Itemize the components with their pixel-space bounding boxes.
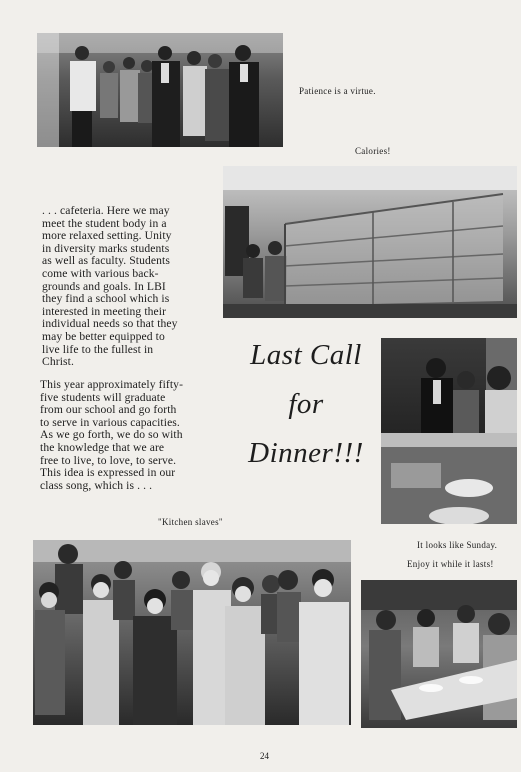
text-line: class song, which is . . . xyxy=(40,478,153,492)
text-line: come with various back- xyxy=(42,266,159,280)
text-line: This year approximately fifty- xyxy=(40,378,184,391)
text-line: . . . cafeteria. Here we may xyxy=(42,204,170,217)
photo-dining-table xyxy=(361,580,517,728)
body-paragraph-2 xyxy=(40,379,183,492)
text-line: interested in meeting their xyxy=(42,304,167,318)
text-line: grounds and goals. In LBI xyxy=(42,279,166,293)
text-line: This idea is expressed in our xyxy=(40,466,176,480)
photo-kitchen-group xyxy=(33,540,351,725)
photo-serving-line xyxy=(381,338,517,524)
text-line: live life to the fullest in xyxy=(42,342,154,356)
text-line: they find a school which is xyxy=(42,292,170,306)
caption-looks-like-sunday: It looks like Sunday. xyxy=(417,540,498,550)
caption-patience: Patience is a virtue. xyxy=(299,86,376,96)
headline-line-3: Dinner!!! xyxy=(248,437,364,469)
text-line: may be better equipped to xyxy=(42,329,165,343)
caption-calories: Calories! xyxy=(355,146,391,156)
headline-line-1: Last Call xyxy=(250,339,362,371)
text-line: As we go forth, we do so with xyxy=(40,428,183,442)
body-paragraph-1 xyxy=(42,205,178,369)
text-line: meet the student body in a xyxy=(42,216,167,230)
text-line: more relaxed setting. Unity xyxy=(42,229,172,243)
photo-hallway-line xyxy=(37,33,283,147)
caption-enjoy-while-lasts: Enjoy it while it lasts! xyxy=(407,559,494,569)
caption-kitchen-slaves: "Kitchen slaves" xyxy=(158,517,223,527)
text-line: individual needs so that they xyxy=(42,317,178,331)
page-number: 24 xyxy=(260,751,269,761)
text-line: the knowledge that we are xyxy=(40,440,165,454)
text-line: as well as faculty. Students xyxy=(42,254,170,268)
photo-food-counter xyxy=(223,166,517,318)
text-line: five students will graduate xyxy=(40,390,166,404)
text-line: to serve in various capacities. xyxy=(40,415,180,429)
text-line: from our school and go forth xyxy=(40,403,177,417)
text-line: Christ. xyxy=(42,355,74,369)
headline-line-2: for xyxy=(288,388,324,420)
text-line: in diversity marks students xyxy=(42,241,170,255)
text-line: free to live, to love, to serve. xyxy=(40,453,177,467)
